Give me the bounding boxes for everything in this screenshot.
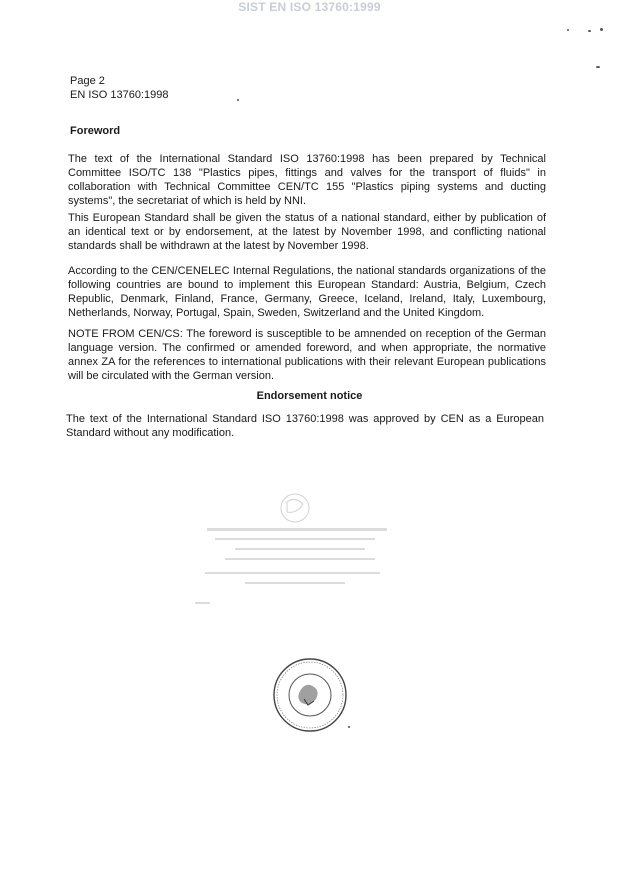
foreword-title: Foreword xyxy=(70,125,121,137)
scan-speck xyxy=(588,30,591,32)
foreword-paragraph-3: According to the CEN/CENELEC Internal Regulations, the national standards organizations of the following countries are bound to implement this European Standard: Austria, Belgium, Czech Republic, Denmark, Finland, France, Germany, Greece, Iceland, Ireland, Italy, Luxembourg, Netherlands, Norway, Portugal, Spain, Sweden, Switzerland and the United Kingdom. xyxy=(68,265,546,319)
page-label: Page 2 xyxy=(70,75,105,87)
scan-speck xyxy=(348,726,350,728)
endorsement-title: Endorsement notice xyxy=(256,390,363,402)
watermark: SIST EN ISO 13760:1999 xyxy=(238,0,381,14)
document-reference: EN ISO 13760:1998 xyxy=(70,89,169,101)
faint-stamp-mark xyxy=(195,490,395,615)
foreword-paragraph-2: This European Standard shall be given the status of a national standard, either by publication of an identical text or by endorsement, at the latest by November 1998, and conflicting national standards shall be withdrawn at the latest by November 1998. xyxy=(68,212,546,252)
endorsement-text: The text of the International Standard ISO 13760:1998 was approved by CEN as a European Standard without any modification. xyxy=(66,413,544,439)
scan-speck xyxy=(596,66,600,68)
foreword-paragraph-1: The text of the International Standard ISO 13760:1998 has been prepared by Technical Committee ISO/TC 138 "Plastics pipes, fittings and valves for the transport of fluids" in collaboration with Technical Committee CEN/TC 155 "Plastics piping systems and ducting systems", the secretariat of which is held by NNI. xyxy=(68,153,546,207)
foreword-paragraph-4: NOTE FROM CEN/CS: The foreword is susceptible to be amnended on reception of the German language version. The confirmed or amended foreword, and when appropriate, the normative annex ZA for the references to international publications with their relevant European publications will be circulated with the German version. xyxy=(68,328,546,382)
scan-speck xyxy=(237,99,239,101)
page-header xyxy=(70,74,168,102)
scan-speck xyxy=(600,28,603,31)
circular-seal-stamp xyxy=(270,655,350,740)
scan-speck xyxy=(567,29,569,31)
